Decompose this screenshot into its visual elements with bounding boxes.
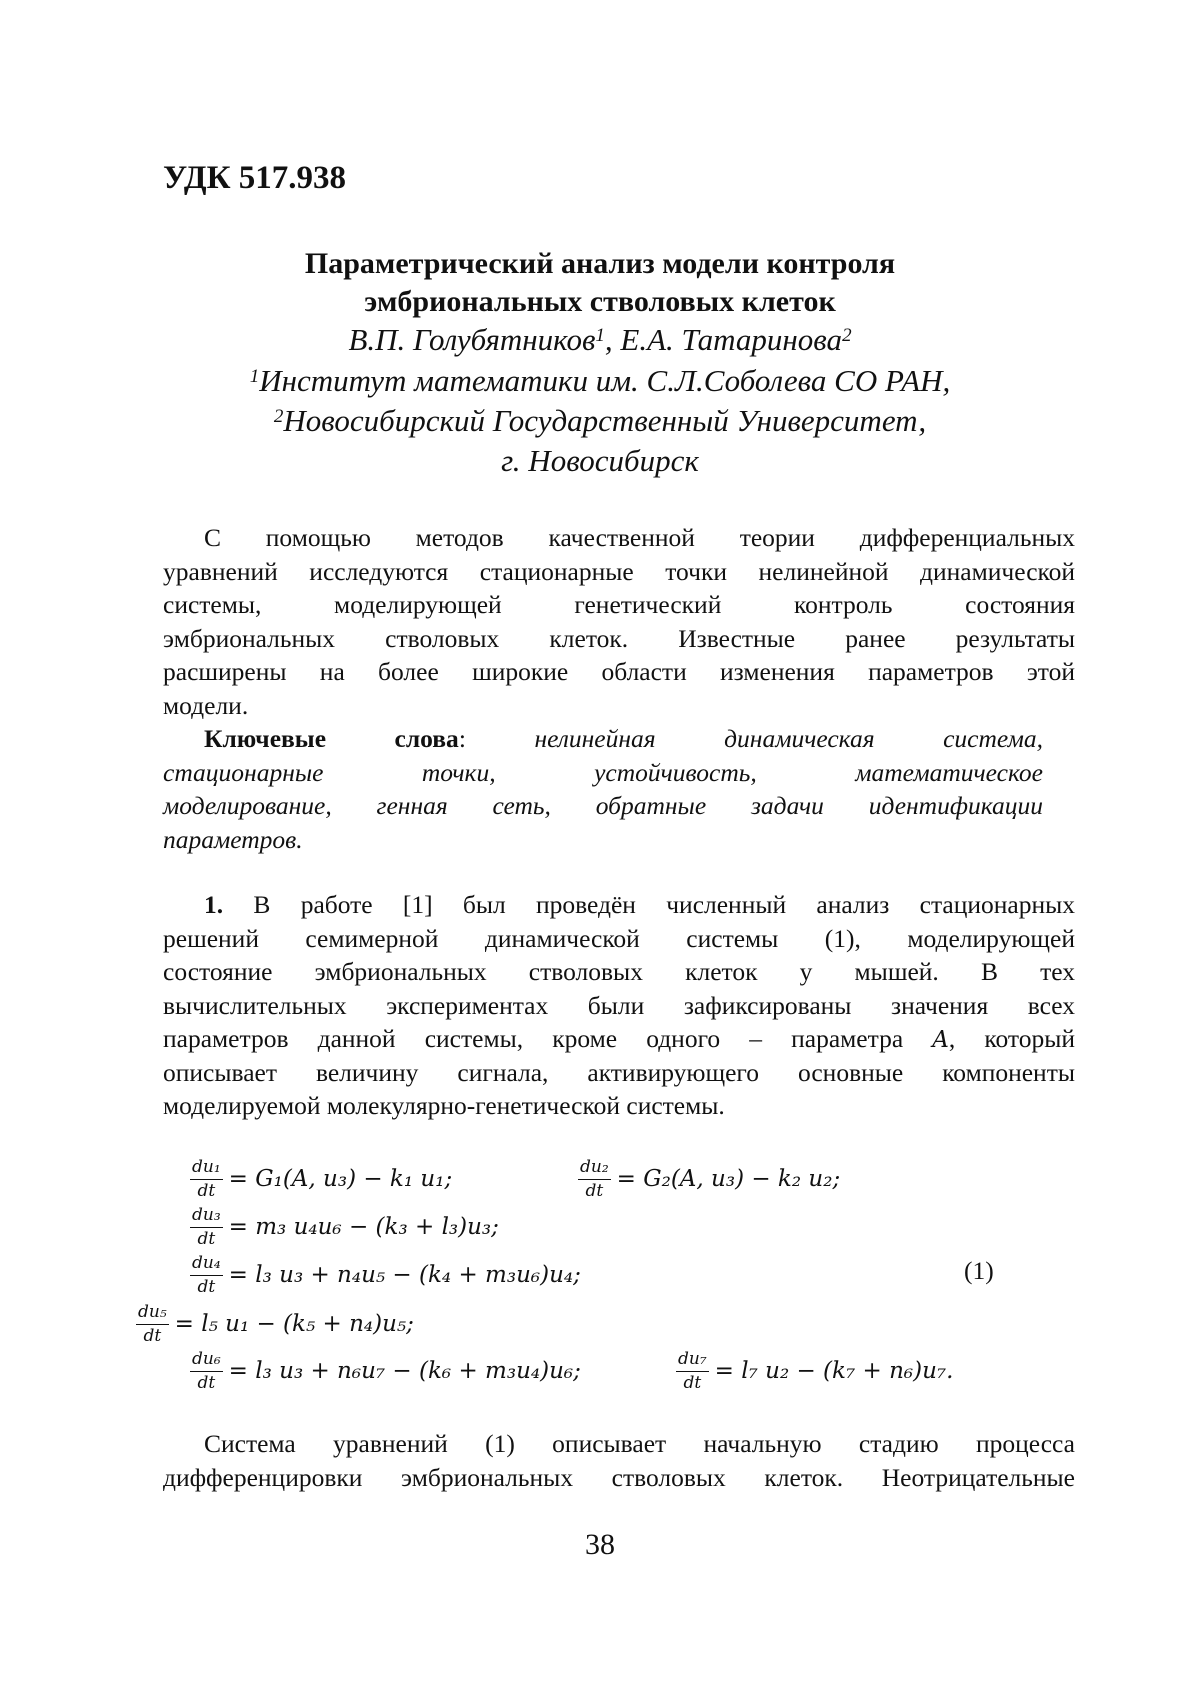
- equation-5-numerator: du₅: [136, 1303, 169, 1325]
- section-1-line: [163, 888, 1075, 922]
- keywords-line: моделирование, генная сеть, обратные задачи идентификации: [163, 791, 1043, 820]
- equation-2: [578, 1158, 840, 1201]
- section-1-line: вычислительных экспериментах были зафиксированы значения всех: [163, 990, 1075, 1020]
- abstract-line: эмбриональных стволовых клеток. Известные ранее результаты: [163, 623, 1075, 653]
- keywords-line: стационарные точки, устойчивость, математическое: [163, 757, 1043, 787]
- affiliation-2-text: Новосибирский Государственный Университет,: [283, 403, 927, 438]
- authors: [163, 320, 1037, 360]
- equation-6-rhs: = l₃ u₃ + n₆u₇ − (k₆ + m₃u₄)u₆;: [228, 1358, 581, 1385]
- equation-7: [676, 1350, 953, 1393]
- affiliation-1-sup: 1: [249, 366, 260, 387]
- affiliation-2-sup: 2: [273, 406, 284, 427]
- equation-5: [136, 1303, 414, 1346]
- section-1-line: состояние эмбриональных стволовых клеток у мышей. В тех: [163, 957, 1075, 986]
- equation-3-numerator: du₃: [190, 1206, 223, 1228]
- author-1-sup: 1: [595, 325, 605, 346]
- section-number: 1.: [204, 890, 224, 919]
- section-1-line: [163, 1022, 1075, 1056]
- equation-3-rhs: = m₃ u₄u₆ − (k₃ + l₃)u₃;: [228, 1214, 499, 1241]
- equation-6-numerator: du₆: [190, 1350, 223, 1372]
- equation-3: [190, 1206, 499, 1249]
- abstract: [163, 521, 1075, 722]
- abstract-line: системы, моделирующей генетический контроль состояния: [163, 590, 1075, 619]
- equation-1-denominator: dt: [197, 1180, 216, 1201]
- section-1-text: В работе [1] был проведён численный анализ стационарных: [253, 890, 1076, 919]
- affiliation-city: г. Новосибирск: [501, 443, 699, 478]
- title-line-2: эмбриональных стволовых клеток: [364, 285, 836, 318]
- author-2-sup: 2: [842, 325, 852, 346]
- equation-4-numerator: du₄: [190, 1254, 223, 1276]
- author-2: Е.А. Татаринова: [620, 322, 843, 357]
- equation-2-denominator: dt: [585, 1180, 604, 1201]
- equation-7-denominator: dt: [683, 1372, 702, 1393]
- equation-label: (1): [964, 1256, 994, 1285]
- abstract-line: модели.: [163, 690, 249, 720]
- keywords-text: нелинейная динамическая система,: [534, 724, 1043, 753]
- keywords-line: [163, 722, 1043, 756]
- parameter-symbol: A: [932, 1027, 949, 1053]
- equation-1-rhs: = G₁(A, u₃) − k₁ u₁;: [228, 1166, 453, 1193]
- abstract-line: уравнений исследуются стационарные точки нелинейной динамической: [163, 556, 1075, 586]
- keywords-line: параметров.: [163, 824, 303, 854]
- section-1-line: решений семимерной динамической системы (1), моделирующей: [163, 923, 1075, 953]
- section-1-line: описывает величину сигнала, активирующего основные компоненты: [163, 1057, 1075, 1087]
- affiliation-1-text: Институт математики им. С.Л.Соболева СО РАН,: [259, 363, 951, 398]
- title-line-1: Параметрический анализ модели контроля: [304, 247, 896, 280]
- equation-3-denominator: dt: [197, 1228, 216, 1249]
- abstract-line: расширены на более широкие области изменения параметров этой: [163, 657, 1075, 686]
- equation-6-denominator: dt: [197, 1372, 216, 1393]
- keywords: [163, 722, 1043, 856]
- equation-6: [190, 1350, 581, 1393]
- page-number: 38: [585, 1528, 615, 1561]
- equation-4-rhs: = l₃ u₃ + n₄u₅ − (k₄ + m₃u₆)u₄;: [228, 1262, 581, 1289]
- equation-7-rhs: = l₇ u₂ − (k₇ + n₆)u₇.: [714, 1358, 954, 1385]
- equation-4-denominator: dt: [197, 1276, 216, 1297]
- author-1: В.П. Голубятников: [348, 322, 596, 357]
- section-1-text: параметров данной системы, кроме одного – параметра: [163, 1024, 933, 1053]
- section-2-line: Система уравнений (1) описывает начальную стадию процесса: [204, 1429, 1075, 1458]
- equation-5-denominator: dt: [143, 1325, 162, 1346]
- section-1-line: моделируемой молекулярно-генетической системы.: [163, 1091, 725, 1120]
- section-2-paragraph: [163, 1427, 1075, 1494]
- equation-4: [190, 1254, 581, 1297]
- affiliation-1: [163, 361, 1037, 401]
- abstract-line: С помощью методов качественной теории дифференциальных: [204, 523, 1075, 552]
- equation-2-numerator: du₂: [578, 1158, 611, 1180]
- udk-code: УДК 517.938: [163, 160, 347, 196]
- keywords-colon: :: [458, 724, 466, 753]
- section-1-text: , который: [948, 1024, 1075, 1053]
- affiliation-2: [163, 401, 1037, 441]
- equation-7-numerator: du₇: [676, 1350, 709, 1372]
- section-1-paragraph: [163, 888, 1075, 1123]
- keywords-label: Ключевые слова: [204, 724, 459, 753]
- section-2-line: дифференцировки эмбриональных стволовых клеток. Неотрицательные: [163, 1462, 1075, 1492]
- equation-2-rhs: = G₂(A, u₃) − k₂ u₂;: [616, 1166, 841, 1193]
- equation-1-numerator: du₁: [190, 1158, 223, 1180]
- author-separator: ,: [604, 322, 621, 357]
- equation-1: [190, 1158, 452, 1201]
- equation-5-rhs: = l₅ u₁ − (k₅ + n₄)u₅;: [174, 1311, 414, 1338]
